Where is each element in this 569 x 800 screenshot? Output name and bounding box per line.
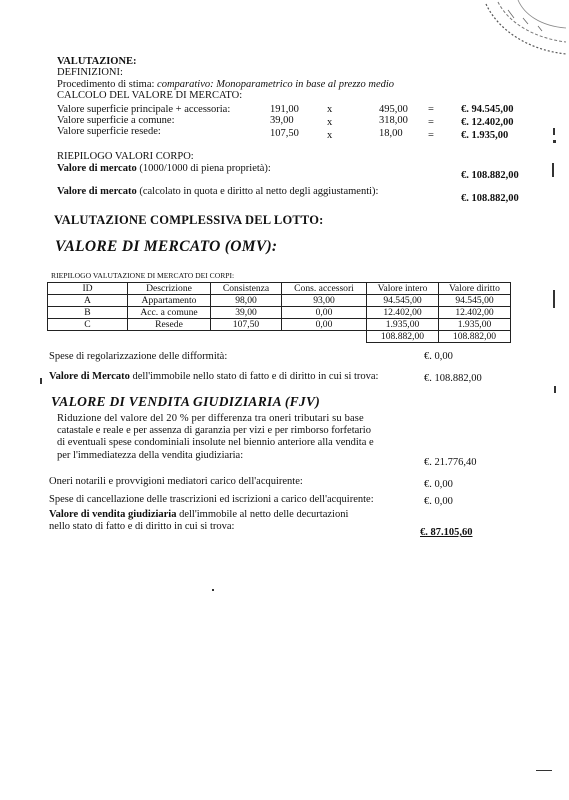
calc-total: €. 94.545,00 xyxy=(461,104,514,115)
calc-mq: 107,50 xyxy=(270,128,299,139)
table-cell: 39,00 xyxy=(211,307,282,319)
valore-vendita-giudiziaria-line xyxy=(49,509,348,520)
valore-mercato-label: Valore di mercato xyxy=(57,163,137,174)
calc-op: x xyxy=(327,104,333,115)
calc-label: Valore superficie resede: xyxy=(57,126,161,137)
scan-mark xyxy=(553,128,555,135)
valore-vendita-giudiziaria-value: €. 87.105,60 xyxy=(420,527,473,538)
table-header-row xyxy=(48,283,511,295)
valore-mercato-immobile-line xyxy=(49,371,378,382)
calc-price: 18,00 xyxy=(379,128,403,139)
fjv-paragraph-line: Riduzione del valore del 20 % per differenza tra oneri tributari su base xyxy=(57,413,364,424)
table-header-cell: Consistenza xyxy=(211,283,282,295)
table-cell: 12.402,00 xyxy=(367,307,439,319)
riepilogo-heading: RIEPILOGO VALORI CORPO: xyxy=(57,151,194,162)
table-empty-cell xyxy=(128,331,211,343)
procedimento-line xyxy=(57,79,394,90)
spese-cancellazione-value: €. 0,00 xyxy=(424,496,453,507)
calc-label: Valore superficie a comune: xyxy=(57,115,175,126)
calc-mq: 191,00 xyxy=(270,104,299,115)
table-cell: Resede xyxy=(128,319,211,331)
definizioni-label: DEFINIZIONI: xyxy=(57,67,123,78)
table-row xyxy=(48,307,511,319)
calc-price: 318,00 xyxy=(379,115,408,126)
table-row xyxy=(48,295,511,307)
fjv-paragraph-line: catastale e reale e per assenza di garanzia per vizi e per rimborso forfetario xyxy=(57,425,371,436)
table-cell: 0,00 xyxy=(282,319,367,331)
calc-label: Valore superficie principale + accessoria: xyxy=(57,104,231,115)
spese-regolarizzazione-value: €. 0,00 xyxy=(424,351,453,362)
calc-mq: 39,00 xyxy=(270,115,294,126)
oneri-notarili-value: €. 0,00 xyxy=(424,479,453,490)
scan-mark xyxy=(552,163,554,177)
table-cell: 94.545,00 xyxy=(367,295,439,307)
calc-eq: = xyxy=(428,104,434,115)
calc-price: 495,00 xyxy=(379,104,408,115)
calc-total: €. 1.935,00 xyxy=(461,130,509,141)
valore-vendita-giudiziaria-line2: nello stato di fatto e di diritto in cui si trova: xyxy=(49,521,235,532)
table-cell: A xyxy=(48,295,128,307)
scan-mark xyxy=(553,140,556,143)
table-header-cell: ID xyxy=(48,283,128,295)
table-caption: RIEPILOGO VALUTAZIONE DI MERCATO DEI CORPI: xyxy=(51,271,235,280)
valore-mercato-desc: (1000/1000 di piena proprietà): xyxy=(139,163,271,174)
table-row xyxy=(48,319,511,331)
table-cell: B xyxy=(48,307,128,319)
table-cell: Appartamento xyxy=(128,295,211,307)
table-empty-cell xyxy=(48,331,128,343)
table-cell: 0,00 xyxy=(282,307,367,319)
table-empty-cell xyxy=(282,331,367,343)
table-total-cell: 108.882,00 xyxy=(367,331,439,343)
valore-vendita-giudiziaria-desc: dell'immobile al netto delle decurtazioni xyxy=(179,509,349,520)
table-cell: 1.935,00 xyxy=(439,319,511,331)
table-cell: Acc. a comune xyxy=(128,307,211,319)
valutazione-lotto-heading: VALUTAZIONE COMPLESSIVA DEL LOTTO: xyxy=(54,213,324,227)
valore-mercato-immobile-label: Valore di Mercato xyxy=(49,371,130,382)
valutazione-title: VALUTAZIONE: xyxy=(57,56,137,67)
procedimento-label: Procedimento di stima: xyxy=(57,79,155,90)
oneri-notarili-label: Oneri notarili e provvigioni mediatori carico dell'acquirente: xyxy=(49,476,303,487)
omv-heading: VALORE DI MERCATO (OMV): xyxy=(55,238,278,255)
calc-eq: = xyxy=(428,117,434,128)
procedimento-value: comparativo: Monoparametrico in base al prezzo medio xyxy=(157,79,395,90)
table-cell: 1.935,00 xyxy=(367,319,439,331)
table-header-cell: Valore intero xyxy=(367,283,439,295)
fjv-heading: VALORE DI VENDITA GIUDIZIARIA (FJV) xyxy=(51,394,321,409)
calc-eq: = xyxy=(428,130,434,141)
scan-mark xyxy=(40,378,42,384)
fjv-paragraph-line: di eventuali spese condominiali insolute nel biennio anteriore alla vendita e xyxy=(57,437,374,448)
spese-cancellazione-label: Spese di cancellazione delle trascrizioni ed iscrizioni a carico dell'acquirente: xyxy=(49,494,374,505)
stamp-seal-fragment xyxy=(478,0,569,58)
valore-mercato-value: €. 108.882,00 xyxy=(461,170,519,181)
fjv-paragraph-line: per l'immediatezza della vendita giudiziaria: xyxy=(57,450,244,461)
riduzione-value: €. 21.776,40 xyxy=(424,457,477,468)
spese-regolarizzazione-label: Spese di regolarizzazione delle difformità: xyxy=(49,351,228,362)
scan-mark xyxy=(554,386,556,393)
table-cell: C xyxy=(48,319,128,331)
table-cell: 98,00 xyxy=(211,295,282,307)
table-totals-row xyxy=(48,331,511,343)
scan-mark xyxy=(553,290,555,308)
table-total-cell: 108.882,00 xyxy=(439,331,511,343)
calc-op: x xyxy=(327,130,333,141)
scan-mark xyxy=(212,589,214,591)
table-cell: 107,50 xyxy=(211,319,282,331)
table-header-cell: Cons. accessori xyxy=(282,283,367,295)
valore-mercato-line xyxy=(57,163,271,174)
valore-mercato-quota-label: Valore di mercato xyxy=(57,186,137,197)
valore-mercato-immobile-value: €. 108.882,00 xyxy=(424,373,482,384)
table-empty-cell xyxy=(211,331,282,343)
scan-mark xyxy=(536,770,552,771)
valore-vendita-giudiziaria-label: Valore di vendita giudiziaria xyxy=(49,509,177,520)
table-cell: 94.545,00 xyxy=(439,295,511,307)
table-cell: 12.402,00 xyxy=(439,307,511,319)
calcolo-heading: CALCOLO DEL VALORE DI MERCATO: xyxy=(57,90,243,101)
table-header-cell: Valore diritto xyxy=(439,283,511,295)
calc-op: x xyxy=(327,117,333,128)
calc-total: €. 12.402,00 xyxy=(461,117,514,128)
valore-mercato-quota-desc: (calcolato in quota e diritto al netto degli aggiustamenti): xyxy=(139,186,379,197)
valore-mercato-immobile-desc: dell'immobile nello stato di fatto e di diritto in cui si trova: xyxy=(132,371,379,382)
valore-mercato-quota-value: €. 108.882,00 xyxy=(461,193,519,204)
valore-mercato-quota-line xyxy=(57,186,378,197)
table-header-cell: Descrizione xyxy=(128,283,211,295)
table-cell: 93,00 xyxy=(282,295,367,307)
riepilogo-table xyxy=(47,282,511,343)
